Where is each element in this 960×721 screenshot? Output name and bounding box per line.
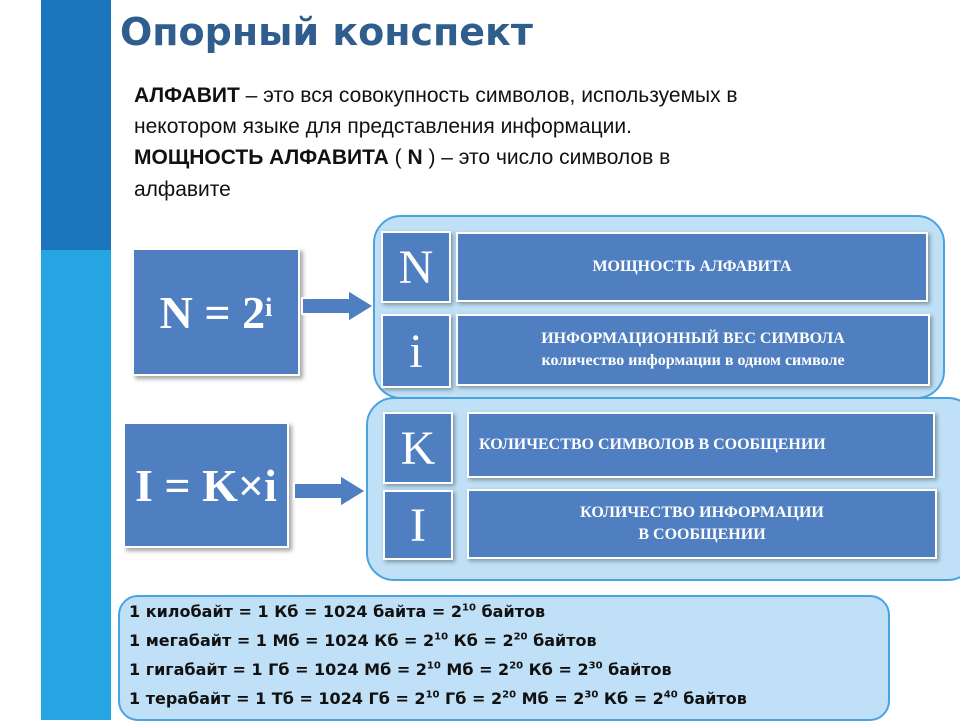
power-symbol: N xyxy=(407,146,423,169)
label-line: КОЛИЧЕСТВО СИМВОЛОВ В СООБЩЕНИИ xyxy=(479,436,826,453)
formula1-exponent: i xyxy=(265,293,273,322)
power-text-1: ) – это число символов в xyxy=(422,146,671,169)
page-title: Опорный конспект xyxy=(120,10,533,54)
label-subline: В СООБЩЕНИИ xyxy=(638,526,766,543)
mem-exp: 10 xyxy=(425,689,440,701)
symbol-box-i-info: I xyxy=(383,490,453,560)
memory-line-gigabyte xyxy=(129,660,672,679)
label-line: КОЛИЧЕСТВО ИНФОРМАЦИИ xyxy=(580,504,824,521)
memory-units-panel xyxy=(118,595,890,721)
mem-text: Мб = 2 xyxy=(516,689,585,708)
formula-information-amount: I = K×i xyxy=(123,422,289,548)
mem-text: байтов xyxy=(475,602,546,621)
mem-text: Гб = 2 xyxy=(439,689,503,708)
mem-exp: 20 xyxy=(513,631,528,643)
mem-text: байтов xyxy=(677,689,747,708)
power-term: МОЩНОСТЬ АЛФАВИТА xyxy=(134,146,389,169)
alphabet-text-1: – это вся совокупность символов, используемых в xyxy=(239,84,738,107)
mem-text: байтов xyxy=(527,631,597,650)
alphabet-term: АЛФАВИТ xyxy=(134,84,240,107)
mem-text: 1 килобайт = 1 Кб = 1024 байта = 2 xyxy=(129,602,463,621)
arrow-right-icon xyxy=(292,471,372,511)
mem-text: Кб = 2 xyxy=(523,660,589,679)
left-accent-band-top xyxy=(41,0,111,250)
alphabet-definition-line1 xyxy=(134,81,738,111)
label-symbol-count xyxy=(467,412,935,478)
alphabet-definition-line2: некотором языке для представления информации. xyxy=(134,115,632,138)
symbol-box-i: i xyxy=(381,314,451,388)
mem-text: Кб = 2 xyxy=(448,631,514,650)
label-line: МОЩНОСТЬ АЛФАВИТА xyxy=(592,258,792,275)
mem-text: байтов xyxy=(602,660,672,679)
mem-exp: 20 xyxy=(502,689,517,701)
mem-text: Кб = 2 xyxy=(598,689,664,708)
power-definition-line1 xyxy=(134,143,670,173)
mem-exp: 10 xyxy=(426,660,441,672)
power-definition-line2: алфавите xyxy=(134,178,231,201)
symbol-box-k: K xyxy=(383,412,453,484)
label-subline: количество информации в одном символе xyxy=(541,352,845,369)
formula1-base: N = 2 xyxy=(159,286,266,338)
memory-line-kilobyte xyxy=(129,602,545,621)
label-alphabet-power xyxy=(456,232,928,302)
memory-line-megabyte xyxy=(129,631,597,650)
mem-exp: 40 xyxy=(663,689,678,701)
formula-alphabet-power xyxy=(132,248,300,376)
label-symbol-weight xyxy=(456,314,930,386)
mem-exp: 30 xyxy=(588,660,603,672)
mem-text: 1 гигабайт = 1 Гб = 1024 Мб = 2 xyxy=(129,660,427,679)
arrow-right-icon xyxy=(300,286,380,326)
mem-exp: 10 xyxy=(462,602,476,614)
mem-text: 1 терабайт = 1 Тб = 1024 Гб = 2 xyxy=(129,689,426,708)
mem-text: 1 мегабайт = 1 Мб = 1024 Кб = 2 xyxy=(129,631,435,650)
memory-line-terabyte xyxy=(129,689,747,708)
mem-exp: 30 xyxy=(584,689,599,701)
left-accent-band-bottom xyxy=(41,250,111,720)
mem-exp: 10 xyxy=(434,631,449,643)
mem-text: Мб = 2 xyxy=(440,660,510,679)
label-line: ИНФОРМАЦИОННЫЙ ВЕС СИМВОЛА xyxy=(541,330,845,347)
power-open: ( xyxy=(388,146,408,169)
label-information-amount xyxy=(467,489,937,559)
symbol-box-n: N xyxy=(381,231,451,303)
mem-exp: 20 xyxy=(509,660,524,672)
